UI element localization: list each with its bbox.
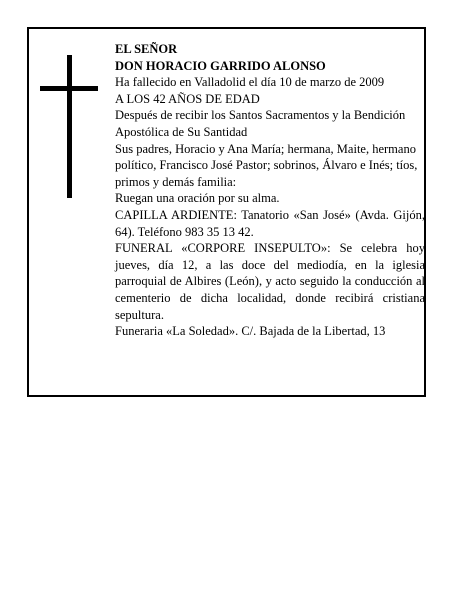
title-line-1: EL SEÑOR bbox=[115, 42, 178, 56]
death-info: Ha fallecido en Valladolid el día 10 de marzo de 2009 bbox=[115, 75, 385, 90]
obituary-text bbox=[115, 41, 425, 340]
prayer-request: Ruegan una oración por su alma. bbox=[115, 191, 280, 206]
deceased-name: DON HORACIO GARRIDO ALONSO bbox=[115, 58, 326, 73]
sacraments-line: Después de recibir los Santos Sacramentos y la Bendición Apostólica de Su Santidad bbox=[115, 108, 406, 139]
obituary-notice bbox=[27, 27, 426, 397]
cross-horizontal-bar bbox=[40, 86, 98, 91]
cross-vertical-bar bbox=[67, 55, 72, 198]
age-line: A LOS 42 AÑOS DE EDAD bbox=[115, 91, 260, 106]
funeral-home: Funeraria «La Soledad». C/. Bajada de la Libertad, 13 bbox=[115, 324, 386, 339]
family-list: Sus padres, Horacio y Ana María; hermana, Maite, hermano político, Francisco José Pastor; sobrinos, Álvaro e Inés; tíos, primos y demás familia: bbox=[115, 141, 418, 189]
funeral-info: FUNERAL «CORPORE INSEPULTO»: Se celebra hoy jueves, día 12, a las doce del mediodía, en la iglesia parroquial de Albires (León), y acto seguido la conducción al cementerio de dicha localidad, donde recibirá cristiana sepultura. bbox=[115, 241, 425, 322]
chapel-info: CAPILLA ARDIENTE: Tanatorio «San José» (Avda. Gijón, 64). Teléfono 983 35 13 42. bbox=[115, 207, 425, 239]
